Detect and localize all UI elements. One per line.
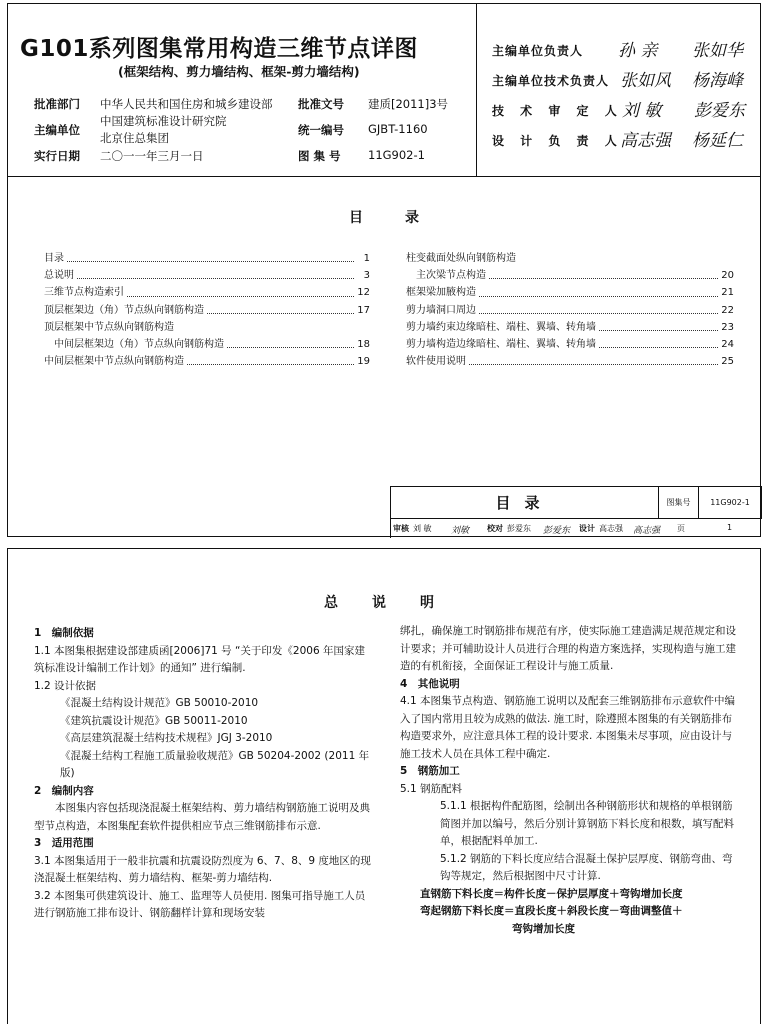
paragraph: 3.2 本图集可供建筑设计、施工、监理等人员使用. 图集可指导施工人员进行钢筋施工排布设计、钢筋翻样计算和现场安装	[34, 889, 366, 919]
review-name: 刘 敏	[413, 524, 432, 533]
paragraph: 5.1.1 根据构件配筋图，绘制出各种钢筋形状和规格的单根钢筋简图并加以编号，然后分别计算钢筋下料长度和根数，填写配料单，根据配料单加工.	[440, 800, 734, 847]
page-number: 1	[727, 523, 733, 532]
section-heading: 5 钢筋加工	[400, 765, 460, 777]
reference: 《高层建筑混凝土结构技术规程》JGJ 3-2010	[60, 732, 273, 744]
signatory-role: 技 术 审 定 人	[492, 104, 623, 118]
check-label: 校对	[487, 524, 503, 533]
toc-item[interactable]: 框架梁加腋构造 21	[406, 284, 736, 301]
atlas-no: 11G902-1	[699, 487, 762, 519]
formula: 直钢筋下料长度＝构件长度－保护层厚度＋弯钩增加长度	[420, 887, 683, 900]
design-name: 高志强	[599, 524, 623, 533]
effective-label: 实行日期	[34, 149, 80, 163]
signatory-role: 设 计 负 责 人	[492, 134, 623, 148]
toc-item[interactable]: 顶层框架中节点纵向钢筋构造	[44, 319, 372, 336]
atlas-no-label: 图 集 号	[298, 149, 341, 163]
unified-no-label: 统一编号	[298, 123, 344, 137]
section-heading: 4 其他说明	[400, 677, 460, 690]
toc-title: 目 录	[349, 210, 419, 226]
section-heading: 3 适用范围	[34, 837, 94, 849]
reference: 《混凝土结构工程施工质量验收规范》GB 50204-2002 (2011 年版)	[60, 749, 370, 779]
reference: 《混凝土结构设计规范》GB 50010-2010	[60, 697, 259, 709]
paragraph: 5.1.2 钢筋的下料长度应结合混凝土保护层厚度、钢筋弯曲、弯钩等规定，然后根据图中尺寸计算.	[440, 852, 733, 882]
page-label: 页	[677, 524, 685, 533]
signature: 张如风	[620, 71, 671, 91]
toc-left-column	[44, 250, 372, 370]
editor-label: 主编单位	[34, 123, 80, 137]
atlas-no-label: 图集号	[659, 487, 699, 519]
signature: 杨海峰	[692, 71, 743, 91]
paragraph: 3.1 本图集适用于一般非抗震和抗震设防烈度为 6、7、8、9 度地区的现浇混凝土框架结构、剪力墙结构、框架-剪力墙结构.	[34, 854, 371, 884]
atlas-no: 11G902-1	[368, 148, 425, 162]
check-name: 彭爱东	[507, 524, 531, 533]
paragraph: 1.1 本图集根据建设部建质函[2006]71 号 “关于印发《2006 年国家建筑标准设计编制工作计划》的通知” 进行编制.	[34, 644, 365, 674]
signature: 彭爱东	[694, 101, 745, 121]
paragraph: 1.2 设计依据	[34, 679, 97, 692]
paragraph: 绑扎，确保施工时钢筋排布规范有序，使实际施工建造满足规范规定和设计要求；并可辅助设计人员进行合理的构造方案选择，实现构造与施工建造的有机衔接，全面保证工程设计与施工质量.	[400, 625, 736, 672]
notes-right-column	[400, 623, 740, 938]
formula: 弯钩增加长度	[512, 922, 575, 935]
effective-date: 二〇一一年三月一日	[100, 149, 204, 163]
atlas-title: G101系列图集常用构造三维节点详图	[20, 36, 418, 62]
cover-toc-sheet	[7, 3, 761, 537]
signature: 杨延仁	[692, 131, 743, 151]
toc-item[interactable]: 目录 1	[44, 250, 372, 267]
paragraph: 本图集内容包括现浇混凝土框架结构、剪力墙结构钢筋施工说明及典型节点构造，本图集配套软件提供相应节点三维钢筋排布示意.	[34, 802, 370, 832]
drawing-title-block	[390, 486, 762, 538]
atlas-info-block	[8, 4, 477, 176]
approval-dept: 中华人民共和国住房和城乡建设部	[100, 97, 273, 111]
check-signature: 彭爱东	[543, 526, 571, 536]
toc-item[interactable]: 剪力墙洞口周边 22	[406, 302, 736, 319]
notes-title: 总 说 明	[324, 595, 444, 611]
design-label: 设计	[579, 524, 595, 533]
reference: 《建筑抗震设计规范》GB 50011-2010	[60, 714, 248, 727]
toc-item[interactable]: 剪力墙约束边缘暗柱、端柱、翼墙、转角墙 23	[406, 319, 736, 336]
formula: 弯起钢筋下料长度＝直段长度＋斜段长度－弯曲调整值＋	[420, 905, 683, 917]
toc-item[interactable]: 软件使用说明 25	[406, 353, 736, 370]
atlas-subtitle: (框架结构、剪力墙结构、框架-剪力墙结构)	[118, 64, 360, 79]
signatory-role: 主编单位负责人	[492, 44, 584, 58]
review-label: 审核	[393, 524, 409, 533]
approval-doc-label: 批准文号	[298, 97, 344, 111]
title-block-sign-row	[391, 519, 762, 539]
signature: 孙 亲	[618, 41, 658, 61]
toc-item[interactable]: 柱变截面处纵向钢筋构造	[406, 250, 736, 267]
toc-right-column	[406, 250, 736, 370]
editor-line1: 中国建筑标准设计研究院	[100, 114, 227, 128]
approval-dept-label: 批准部门	[34, 97, 80, 111]
notes-left-column	[34, 625, 374, 923]
review-signature: 刘敏	[451, 526, 470, 536]
section-heading: 1 编制依据	[34, 627, 94, 639]
toc-item[interactable]: 中间层框架边（角）节点纵向钢筋构造 18	[44, 336, 372, 353]
title-block-title: 目录	[391, 487, 659, 519]
design-signature: 高志强	[633, 526, 661, 536]
unified-no: GJBT-1160	[368, 122, 428, 136]
paragraph: 4.1 本图集节点构造、钢筋施工说明以及配套三维钢筋排布示意软件中编入了国内常用且较为成熟的做法. 施工时，除遵照本图集的有关钢筋排布构造要求外，应注意具体工程的设计要求. 本图集未尽事项，应由设计与施工技术人员在具体工程中确定.	[400, 695, 736, 760]
toc-item[interactable]: 总说明 3	[44, 267, 372, 284]
toc-item[interactable]: 剪力墙构造边缘暗柱、端柱、翼墙、转角墙 24	[406, 336, 736, 353]
signatory-role: 主编单位技术负责人	[492, 74, 610, 88]
approval-doc: 建质[2011]3号	[368, 97, 449, 111]
section-heading: 2 编制内容	[34, 784, 94, 797]
signature: 张如华	[692, 41, 743, 61]
general-notes-sheet	[7, 548, 761, 1024]
editor-line2: 北京住总集团	[100, 131, 169, 145]
toc-item[interactable]: 三维节点构造索引 12	[44, 284, 372, 301]
toc-item[interactable]: 中间层框架中节点纵向钢筋构造 19	[44, 353, 372, 370]
paragraph: 5.1 钢筋配料	[400, 782, 463, 795]
toc-item[interactable]: 主次梁节点构造 20	[406, 267, 736, 284]
signature: 高志强	[620, 131, 671, 151]
signature: 刘 敏	[622, 101, 662, 121]
sheet-header	[8, 4, 760, 177]
toc-item[interactable]: 顶层框架边（角）节点纵向钢筋构造 17	[44, 302, 372, 319]
